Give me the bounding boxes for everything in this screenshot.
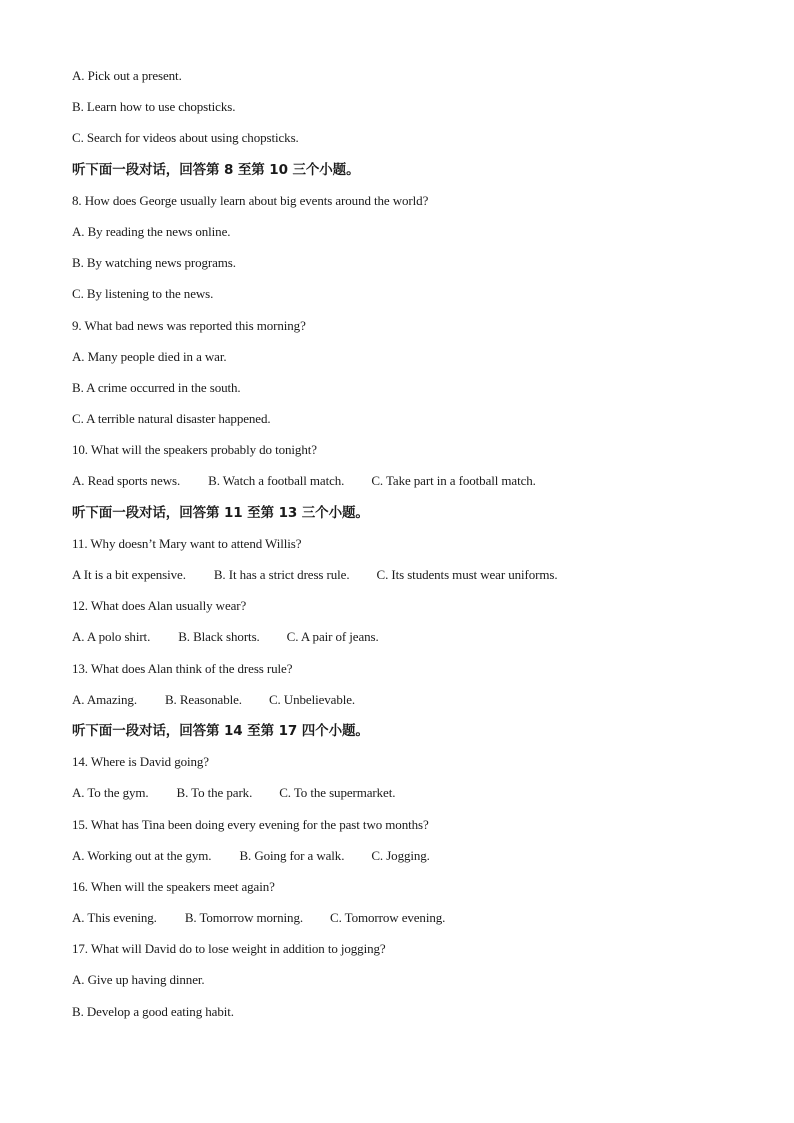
options-row — [72, 627, 732, 658]
option-c: C. Its students must wear uniforms. — [376, 567, 558, 582]
option-b: B. Black shorts. — [178, 629, 260, 645]
options-row — [72, 846, 732, 877]
options-row — [72, 783, 732, 814]
option-c: C. Jogging. — [371, 847, 430, 863]
question-15: 15. What has Tina been doing every evening for the past two months? — [72, 816, 429, 832]
question-12: 12. What does Alan usually wear? — [72, 598, 247, 614]
option-line: B. Learn how to use chopsticks. — [72, 99, 236, 115]
option-a: A. To the gym. — [72, 785, 149, 801]
question-10: 10. What will the speakers probably do tonight? — [72, 442, 317, 458]
option-a: A. Amazing. — [72, 691, 137, 707]
section-heading: 听下面一段对话，回答第 8 至第 10 三个小题。 — [72, 161, 360, 178]
option-b: B. It has a strict dress rule. — [213, 567, 350, 582]
option-line: C. A terrible natural disaster happened. — [72, 411, 271, 427]
document-page — [72, 66, 732, 1033]
option-line: B. Develop a good eating habit. — [72, 1003, 234, 1019]
option-a: A. Working out at the gym. — [72, 847, 212, 863]
option-b: B. Reasonable. — [164, 691, 242, 707]
options-row — [72, 565, 732, 596]
question-11: 11. Why doesn’t Mary want to attend Willis? — [72, 535, 302, 551]
question-17: 17. What will David do to lose weight in addition to jogging? — [72, 941, 386, 957]
question-13: 13. What does Alan think of the dress rule? — [72, 660, 293, 676]
question-14: 14. Where is David going? — [72, 754, 209, 770]
option-line: A. Pick out a present. — [72, 68, 182, 83]
option-line: B. By watching news programs. — [72, 255, 236, 271]
options-row — [72, 471, 732, 502]
option-line: A. Many people died in a war. — [72, 348, 227, 364]
option-c: C. Tomorrow evening. — [330, 910, 446, 926]
options-row — [72, 908, 732, 939]
option-a: A. Read sports news. — [72, 473, 181, 489]
option-line: C. Search for videos about using chopsticks. — [72, 130, 299, 146]
option-line: B. A crime occurred in the south. — [72, 379, 241, 395]
option-c: C. Unbelievable. — [268, 691, 356, 707]
option-line: A. By reading the news online. — [72, 223, 231, 239]
question-8: 8. How does George usually learn about big events around the world? — [72, 192, 429, 208]
option-line: A. Give up having dinner. — [72, 972, 205, 988]
option-b: B. Going for a walk. — [239, 847, 345, 863]
options-row — [72, 690, 732, 721]
section-heading: 听下面一段对话，回答第 11 至第 13 三个小题。 — [72, 504, 369, 521]
option-c: C. A pair of jeans. — [286, 629, 379, 645]
question-9: 9. What bad news was reported this morning? — [72, 317, 306, 333]
option-line: C. By listening to the news. — [72, 286, 214, 302]
option-a: A. This evening. — [72, 910, 157, 926]
option-b: B. Tomorrow morning. — [184, 910, 304, 926]
option-b: B. To the park. — [176, 785, 253, 801]
question-16: 16. When will the speakers meet again? — [72, 878, 275, 894]
section-heading: 听下面一段对话，回答第 14 至第 17 四个小题。 — [72, 722, 369, 739]
option-c: C. To the supermarket. — [279, 785, 396, 801]
option-c: C. Take part in a football match. — [371, 473, 536, 489]
option-a: A It is a bit expensive. — [72, 567, 186, 582]
option-b: B. Watch a football match. — [208, 473, 345, 489]
option-a: A. A polo shirt. — [72, 629, 151, 645]
